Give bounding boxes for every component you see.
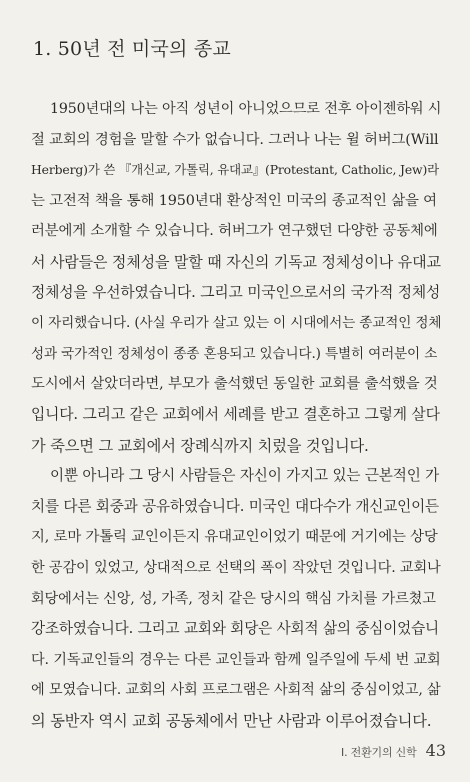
text-line: 치를 다른 회중과 공유하였습니다. 미국인 대다수가 개신교인이든 xyxy=(31,497,440,515)
text-line: 에 모였습니다. 교회의 사회 프로그램은 사회적 삶의 중심이었고, 삶 xyxy=(31,682,441,699)
text-line: 도시에서 살았더라면, 부모가 출석했던 동일한 교회를 출석했을 것 xyxy=(31,376,438,393)
text-line: 절 교회의 경험을 말할 수가 없습니다. 그러나 나는 윌 허버그(Will xyxy=(31,131,439,148)
text-line: 강조하였습니다. 그리고 교회와 회당은 사회적 삶의 중심이었습니 xyxy=(31,620,440,638)
running-head: Ⅰ. 전환기의 신학 xyxy=(341,746,417,759)
text-line: 한 공감이 있었고, 상대적으로 선택의 폭이 작았던 것입니다. 교회나 xyxy=(31,559,441,576)
text-line: 성과 국가적인 정체성이 종종 혼용되고 있습니다.) 특별히 여러분이 소 xyxy=(31,345,438,362)
text-line: 정체성을 우선하였습니다. 그리고 미국인으로서의 국가적 정체성 xyxy=(31,283,441,301)
text-line: 1950년대의 나는 아직 성년이 아니었으므로 전후 아이젠하워 시 xyxy=(50,101,441,117)
text-line: 다. 기독교인들의 경우는 다른 교인들과 함께 일주일에 두세 번 교회 xyxy=(31,651,441,668)
text-line: 지, 로마 가톨릭 교인이든지 유대교인이었기 때문에 거기에는 상당 xyxy=(31,529,438,546)
text-line: 는 고전적 책을 통해 1950년대 환상적인 미국의 종교적인 삶을 여 xyxy=(31,192,437,209)
section-heading: 1. 50년 전 미국의 종교 xyxy=(33,38,231,60)
text-line: 가 죽으면 그 교회에서 장례식까지 치렀을 것입니다. xyxy=(31,436,369,455)
page-footer xyxy=(341,741,446,760)
text-line: 러분에게 소개할 수 있습니다. 허버그가 연구했던 다양한 공동체에 xyxy=(31,223,438,240)
text-line: 의 동반자 역시 교회 공동체에서 만난 사람과 이루어졌습니다. xyxy=(31,711,432,730)
text-line: 서 사람들은 정체성을 말할 때 자신의 기독교 정체성이나 유대교 xyxy=(31,252,441,271)
text-line: 이 자리했습니다. (사실 우리가 살고 있는 이 시대에서는 종교적인 정체 xyxy=(31,315,441,332)
text-line: 이뿐 아니라 그 당시 사람들은 자신이 가지고 있는 근본적인 가 xyxy=(50,467,440,485)
text-line: Herberg)가 쓴 『개신교, 가톨릭, 유대교』(Protestant, Catholic, Jew)라 xyxy=(31,162,440,178)
body-text xyxy=(31,94,441,736)
text-line: 입니다. 그리고 같은 교회에서 세례를 받고 결혼하고 그렇게 살다 xyxy=(31,405,440,423)
page-number: 43 xyxy=(425,741,446,760)
text-line: 회당에서는 신앙, 성, 가족, 정치 같은 당시의 핵심 가치를 가르쳤고 xyxy=(31,590,436,607)
